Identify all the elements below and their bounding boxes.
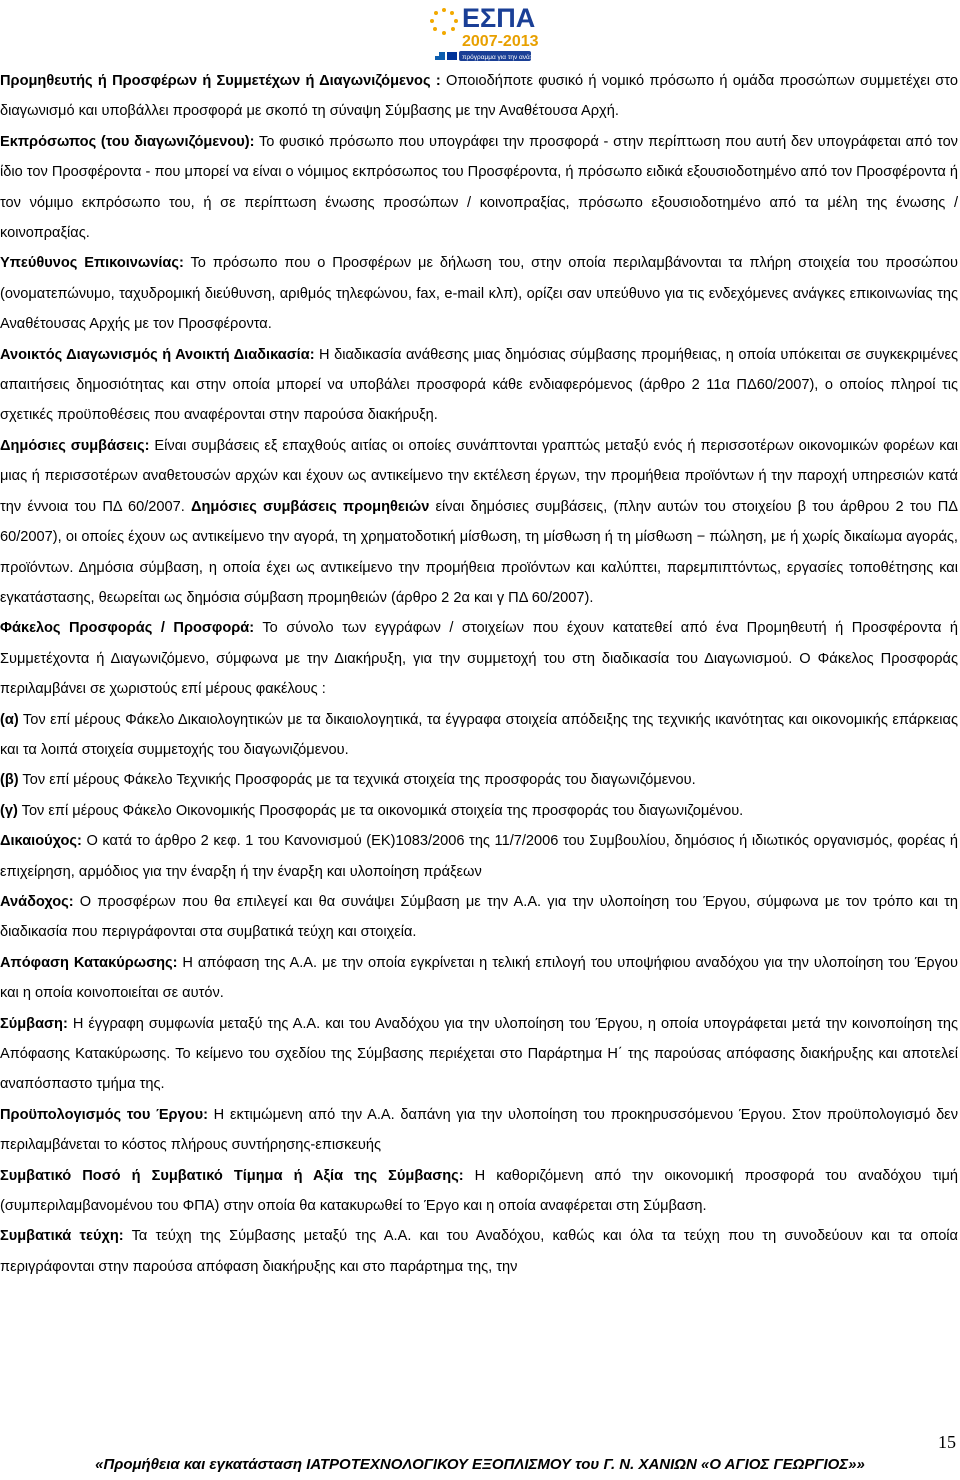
term: Ανοικτός Διαγωνισμός ή Ανοικτή Διαδικασία: — [0, 346, 315, 363]
definition-representative — [0, 127, 958, 249]
espa-logo — [422, 2, 547, 66]
document-body — [0, 66, 958, 1282]
definition-contractor — [0, 887, 958, 948]
logo-years: 2007-2013 — [462, 33, 539, 50]
definition-text: Ο προσφέρων που θα επιλεγεί και θα συνάψει Σύμβαση με την Α.Α. για την υλοποίηση του Έργου, σύμφωνα με τον τρόπο και τη διαδικασία που περιγράφονται στα συμβατικά τεύχη και στοιχεία. — [0, 893, 958, 941]
definition-text: Η εκτιμώμενη από την Α.Α. δαπάνη για την υλοποίηση του προκηρυσσόμενου Έργου. Στον προϋπολογισμό δεν περιλαμβάνεται το κόστος πλήρους συντήρησης-επισκευής — [0, 1106, 958, 1154]
definition-open-tender — [0, 340, 958, 431]
definition-text: Τον επί μέρους Φάκελο Τεχνικής Προσφοράς με τα τεχνικά στοιχεία της προσφοράς του διαγωνιζόμενου. — [18, 772, 696, 789]
definition-budget — [0, 1100, 958, 1161]
definition-text: Τα τεύχη της Σύμβασης μεταξύ της Α.Α. και του Αναδόχου, καθώς και όλα τα τεύχη που τη συνοδεύουν και τα οποία περιγράφονται στην παρούσα απόφαση διακήρυξης και στο παράρτημα της, την — [0, 1228, 958, 1275]
page-footer: «Προμήθεια και εγκατάσταση ΙΑΤΡΟΤΕΧΝΟΛΟΓΙΚΟΥ ΕΞΟΠΛΙΣΜΟΥ του Γ. Ν. ΧΑΝΙΩΝ «Ο ΑΓΙΟΣ ΓΕΩΡΓΙΟΣ»» — [95, 1456, 865, 1473]
definition-text: είναι δημόσιες συμβάσεις, (πλην αυτών του στοιχείου β του άρθρου 2 του ΠΔ 60/2007), οι οποίες έχουν ως αντικείμενο την αγορά, τη χρηματοδοτική μίσθωση, τη μίσθωση ή τη μίσθωση − πώληση, με ή χωρίς δικαίωμα αγοράς, προϊόντων. Δημόσια σύμβαση, η οποία έχει ως αντικείμενο την προμήθεια προϊόντων και καλύπτει, παρεμπιπτόντως, εργασίες τοποθέτησης και εγκατάστασης, θεωρείται ως δημόσια σύμβαση προμηθειών (άρθρο 2 2α και γ ΠΔ 60/2007). — [0, 498, 958, 606]
term: Δικαιούχος: — [0, 833, 82, 850]
term: (α) — [0, 711, 19, 728]
term: Εκπρόσωπος (του διαγωνιζόμενου): — [0, 133, 255, 150]
definition-text: Η απόφαση της Α.Α. με την οποία εγκρίνεται η τελική επιλογή του υποψήφιου αναδόχου για την υλοποίηση του Έργου και η οποία κοινοποιείται σε αυτόν. — [0, 954, 958, 1002]
term: Δημόσιες συμβάσεις προμηθειών — [191, 498, 430, 515]
term: Προμηθευτής ή Προσφέρων ή Συμμετέχων ή Διαγωνιζόμενος : — [0, 73, 441, 89]
term: Συμβατικά τεύχη: — [0, 1228, 124, 1245]
logo-tagline: πρόγραμμα για την ανάπτυξη — [462, 54, 547, 61]
logo-text: ΕΣΠΑ — [462, 3, 536, 33]
definition-contract-documents — [0, 1221, 958, 1282]
definition-contract-amount — [0, 1161, 958, 1222]
definition-text: Η διαδικασία ανάθεσης μιας δημόσιας σύμβασης προμήθειας, η οποία υπόκειται σε συγκεκριμένες απαιτήσεις δημοσιότητας και στην οποία μπορεί να υποβάλει προσφορά κάθε ενδιαφερόμενος (άρθρο 2 11α ΠΔ60/2007), ο οποίος πληροί τις σχετικές προϋποθέσεις που αναφέρονται στην παρούσα διακήρυξη. — [0, 346, 958, 424]
term: Υπεύθυνος Επικοινωνίας: — [0, 255, 184, 272]
term: Απόφαση Κατακύρωσης: — [0, 954, 178, 971]
term: Ανάδοχος: — [0, 893, 74, 910]
folder-item-b — [0, 765, 958, 795]
definition-text: Τον επί μέρους Φάκελο Δικαιολογητικών με τα δικαιολογητικά, τα έγγραφα στοιχεία απόδειξης της τεχνικής ικανότητας και οικονομικής επάρκειας και τα λοιπά στοιχεία συμμετοχής του διαγωνιζόμενου. — [0, 711, 958, 758]
term: (γ) — [0, 802, 18, 819]
definition-text: Είναι συμβάσεις εξ επαχθούς αιτίας οι οποίες συνάπτονται γραπτώς μεταξύ ενός ή περισσοτέρων οικονομικών φορέων και μιας ή περισσοτέρων αναθετουσών αρχών και έχουν ως αντικείμενο την εκτέλεση έργων, την προμήθεια προϊόντων ή την παροχή υπηρεσιών κατά την έννοια του ΠΔ 60/2007. — [0, 437, 958, 515]
definition-text: Το πρόσωπο που ο Προσφέρων με δήλωση του, στην οποία περιλαμβάνονται τα πλήρη στοιχεία του προσώπου (ονοματεπώνυμο, ταχυδρομική διεύθυνση, αριθμός τηλεφώνου, fax, e-mail κλπ), ορίζει σαν υπεύθυνο για τις ενδεχόμενες ανάγκες επικοινωνίας της Αναθέτουσας Αρχής με τον Προσφέροντα. — [0, 255, 958, 333]
definition-public-contracts — [0, 431, 958, 613]
definition-text: Ο κατά το άρθρο 2 κεφ. 1 του Κανονισμού (ΕΚ)1083/2006 της 11/7/2006 του Συμβουλίου, δημόσιος ή ιδιωτικός οργανισμός, φορέας ή επιχείρηση, αρμόδιος για την έναρξη ή την έναρξη και υλοποίηση πράξεων — [0, 833, 958, 880]
term: (β) — [0, 772, 19, 789]
definition-supplier — [0, 66, 958, 127]
definition-text: Το φυσικό πρόσωπο που υπογράφει την προσφορά - στην περίπτωση που αυτή δεν υπογράφεται από τον ίδιο τον Προσφέροντα - που μπορεί να είναι ο νόμιμος εκπρόσωπος του Προσφέροντα, ή πρόσωπο ειδικά εξουσιοδοτημένο από τον Προσφέροντα ή τον νόμιμο εκπρόσωπο του, ή σε περίπτωση ένωσης προσώπων / κοινοπραξίας, πρόσωπο εξουσιοδοτημένο από τα μέλη της ένωσης / κοινοπραξίας. — [0, 133, 958, 242]
folder-item-a — [0, 705, 958, 766]
definition-text: Τον επί μέρους Φάκελο Οικονομικής Προσφοράς με τα οικονομικά στοιχεία της προσφοράς του διαγωνιζομένου. — [17, 802, 744, 819]
eu-stars-icon — [430, 8, 458, 35]
term: Συμβατικό Ποσό ή Συμβατικό Τίμημα ή Αξία της Σύμβασης: — [0, 1167, 464, 1184]
definition-text: Η έγγραφη συμφωνία μεταξύ της Α.Α. και του Αναδόχου για την υλοποίηση του Έργου, η οποία υπογράφεται μετά την κοινοποίηση της Απόφασης Κατακύρωσης. Το κείμενο του σχεδίου της Σύμβασης περιέχεται στο Παράρτημα Η΄ της παρούσας απόφασης διακήρυξης και αποτελεί αναπόσπαστο τμήμα της. — [0, 1015, 958, 1093]
definition-text: Οποιοδήποτε φυσικό ή νομικό πρόσωπο ή ομάδα προσώπων συμμετέχει στο διαγωνισμό και υποβάλλει προσφορά με σκοπό τη σύναψη Σύμβασης με την Αναθέτουσα Αρχή. — [0, 73, 958, 120]
definition-text: Η καθοριζόμενη από την οικονομική προσφορά του αναδόχου τιμή (συμπεριλαμβανομένου του ΦΠΑ) στην οποία θα κατακυρωθεί το Έργο και η οποία αναφέρεται στη Σύμβαση. — [0, 1167, 958, 1215]
term: Σύμβαση: — [0, 1015, 68, 1032]
definition-text: Το σύνολο των εγγράφων / στοιχείων που έχουν κατατεθεί από ένα Προμηθευτή ή Προσφέροντα ή Συμμετέχοντα ή Διαγωνιζόμενο, σύμφωνα με την Διακήρυξη, για την συμμετοχή του στη διαδικασία του Διαγωνισμού. Ο Φάκελος Προσφοράς περιλαμβάνει σε χωριστούς επί μέρους φακέλους : — [0, 620, 959, 698]
term: Φάκελος Προσφοράς / Προσφορά: — [0, 620, 255, 637]
definition-award-decision — [0, 948, 958, 1009]
term: Προϋπολογισμός του Έργου: — [0, 1106, 208, 1123]
term: Δημόσιες συμβάσεις: — [0, 437, 150, 454]
definition-contact-person — [0, 248, 958, 339]
page-number: 15 — [938, 1432, 956, 1452]
definition-offer-folder — [0, 613, 958, 704]
definition-beneficiary — [0, 826, 958, 887]
definition-contract — [0, 1009, 958, 1100]
folder-item-c — [0, 796, 958, 826]
